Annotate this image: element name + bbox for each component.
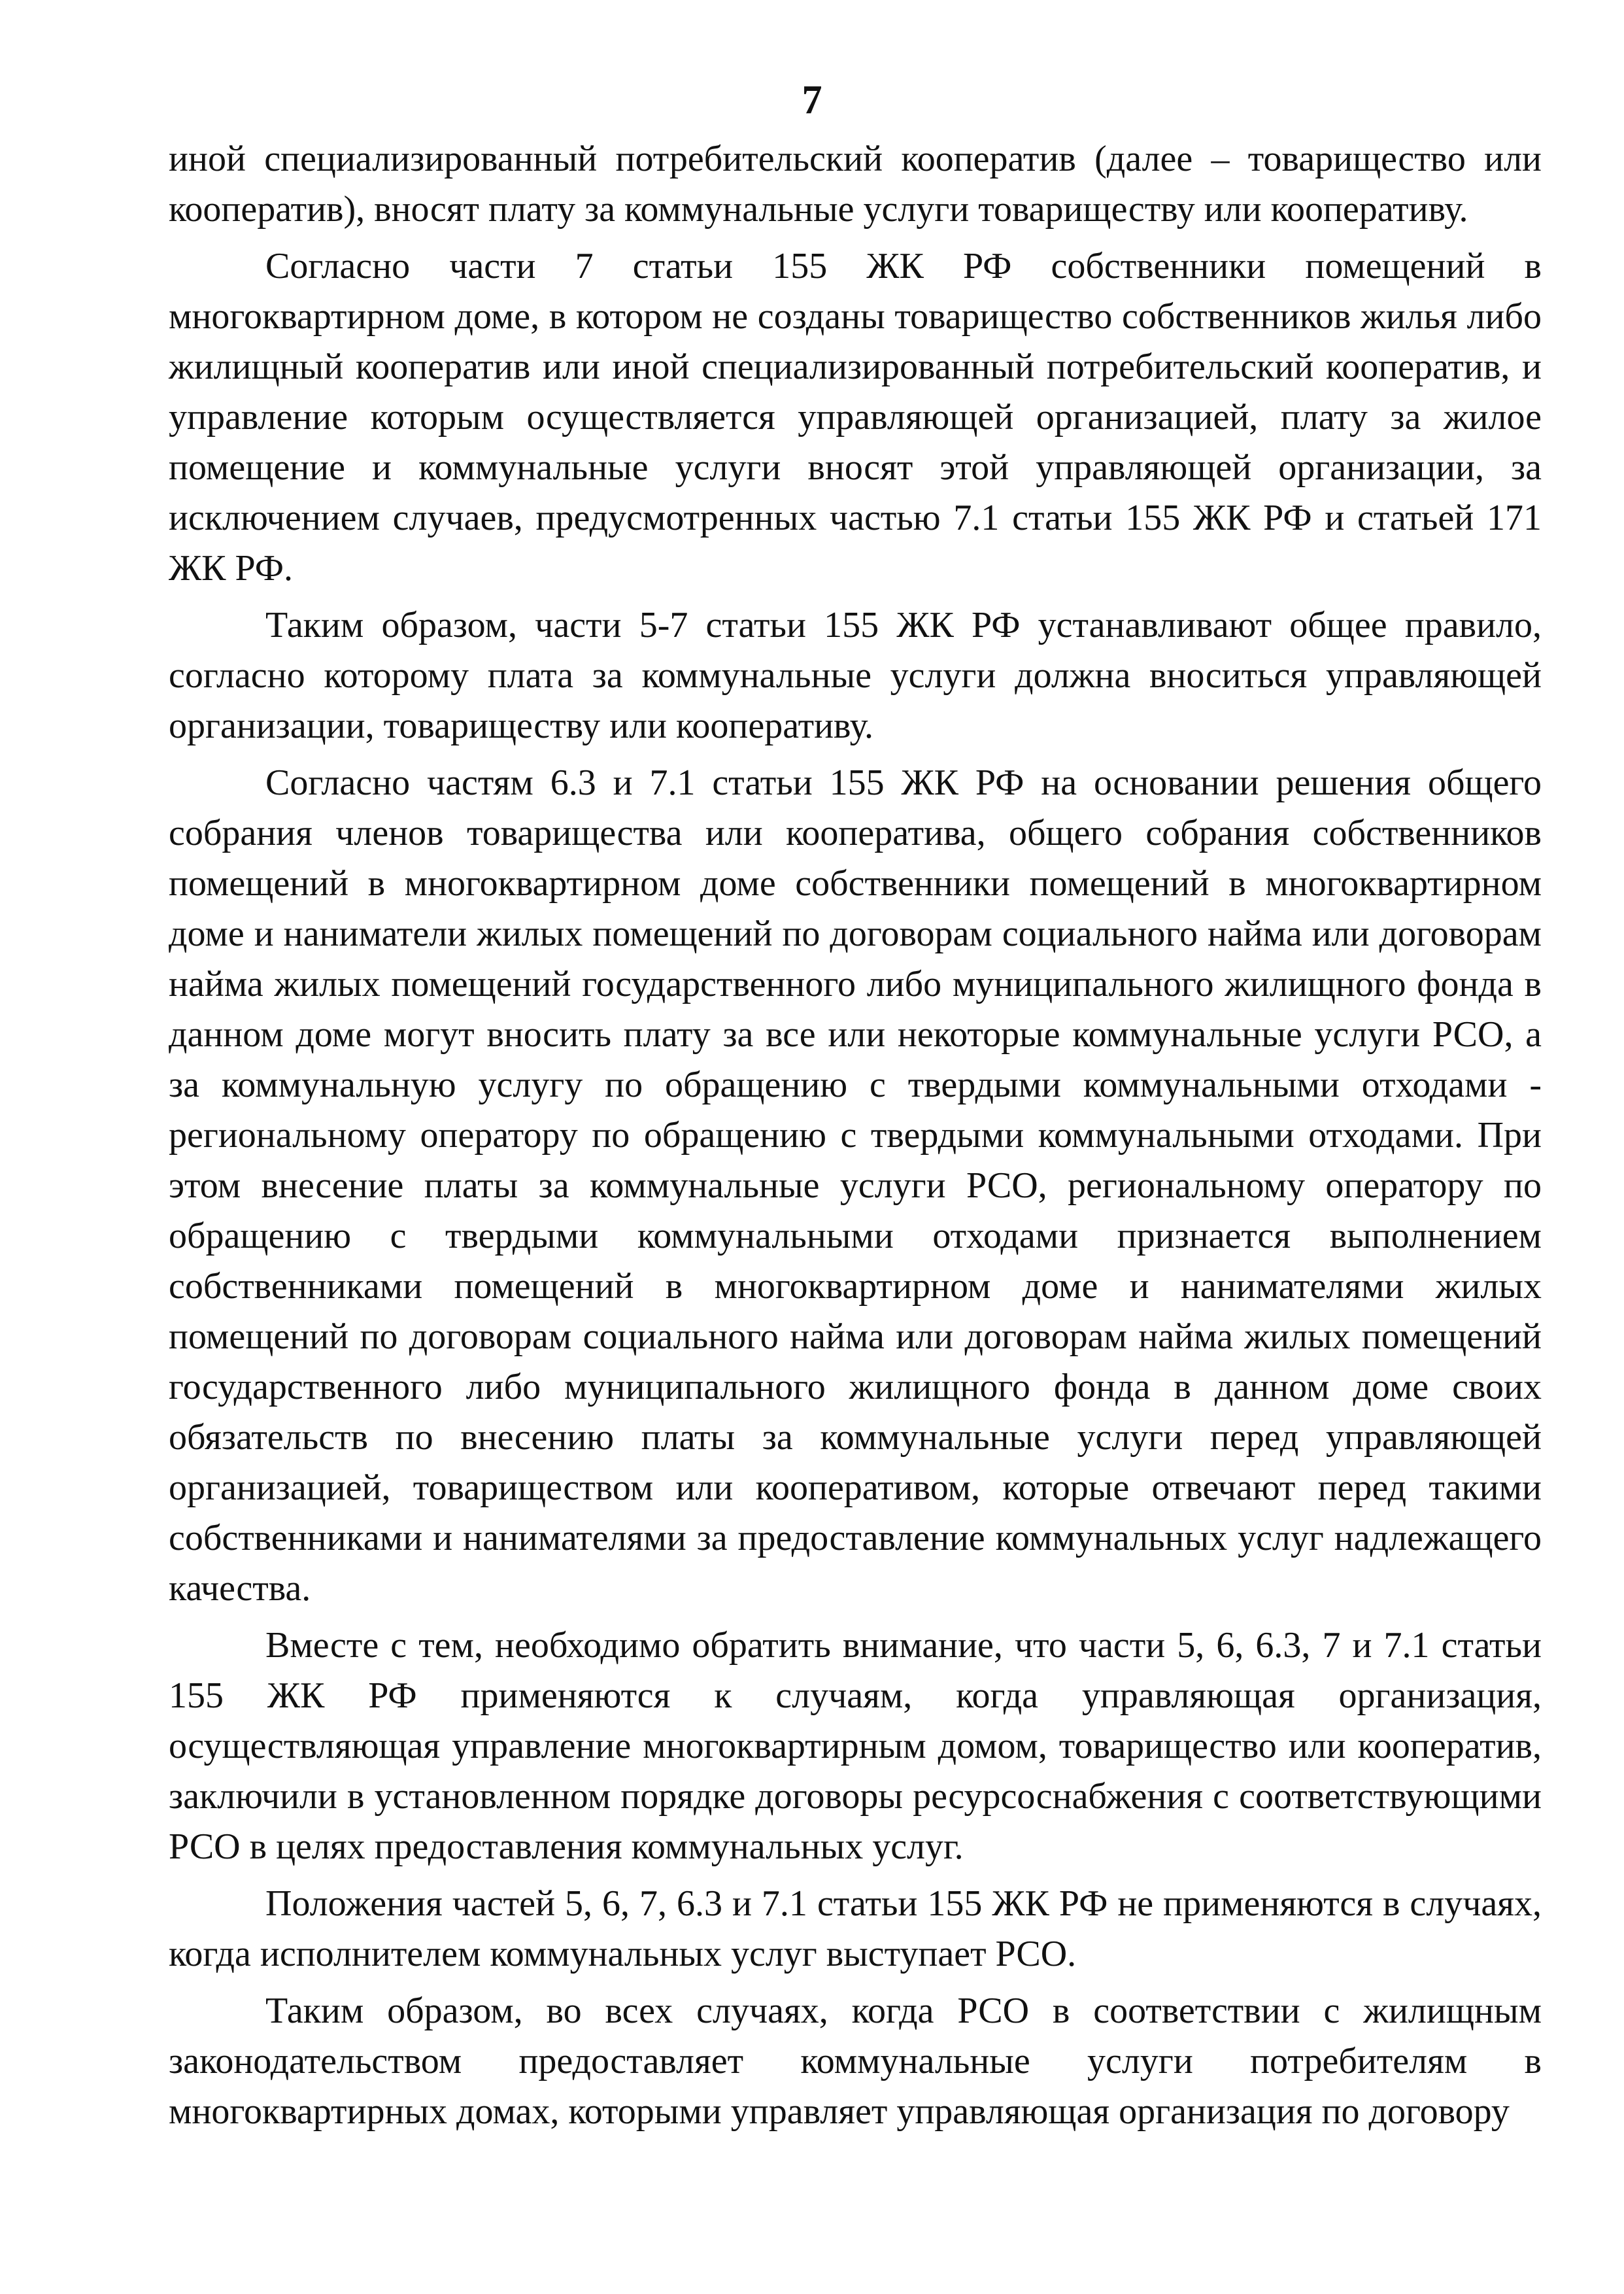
paragraph-4: Согласно частям 6.3 и 7.1 статьи 155 ЖК РФ на основании решения общего собрания членов товарищества или кооператива, общего собрания собственников помещений в многоквартирном доме собственники помещений в многоквартирном доме и наниматели жилых помещений по договорам социального найма или договорам найма жилых помещений государственного либо муниципального жилищного фонда в данном доме могут вносить плату за все или некоторые коммунальные услуги РСО, а за коммунальную услугу по обращению с твердыми коммунальными отходами - региональному оператору по обращению с твердыми коммунальными отходами. При этом внесение платы за коммунальные услуги РСО, региональному оператору по обращению с твердыми коммунальными отходами признается выполнением собственниками помещений в многоквартирном доме и нанимателями жилых помещений по договорам социального найма или договорам найма жилых помещений государственного либо муниципального жилищного фонда в данном доме своих обязательств по внесению платы за коммунальные услуги перед управляющей организацией, товариществом или кооперативом, которые отвечают перед такими собственниками и нанимателями за предоставление коммунальных услуг надлежащего качества. — [169, 762, 1542, 1609]
document-body — [169, 134, 1542, 2144]
paragraph-1: иной специализированный потребительский кооператив (далее – товарищество или кооператив), вносят плату за коммунальные услуги товариществу или кооперативу. — [169, 139, 1542, 230]
paragraph-6: Положения частей 5, 6, 7, 6.3 и 7.1 статьи 155 ЖК РФ не применяются в случаях, когда исполнителем коммунальных услуг выступает РСО. — [169, 1883, 1542, 1974]
page-number: 7 — [802, 78, 822, 122]
paragraph-7: Таким образом, во всех случаях, когда РСО в соответствии с жилищным законодательством предоставляет коммунальные услуги потребителям в многоквартирных домах, которыми управляет управляющая организация по договору — [169, 1991, 1542, 2132]
paragraph-3: Таким образом, части 5-7 статьи 155 ЖК РФ устанавливают общее правило, согласно которому плата за коммунальные услуги должна вноситься управляющей организации, товариществу или кооперативу. — [169, 605, 1542, 746]
paragraph-2: Согласно части 7 статьи 155 ЖК РФ собственники помещений в многоквартирном доме, в котором не созданы товарищество собственников жилья либо жилищный кооператив или иной специализированный потребительский кооператив, и управление которым осуществляется управляющей организацией, плату за жилое помещение и коммунальные услуги вносят этой управляющей организации, за исключением случаев, предусмотренных частью 7.1 статьи 155 ЖК РФ и статьей 171 ЖК РФ. — [169, 246, 1542, 589]
paragraph-5: Вместе с тем, необходимо обратить внимание, что части 5, 6, 6.3, 7 и 7.1 статьи 155 ЖК РФ применяются к случаям, когда управляющая организация, осуществляющая управление многоквартирным домом, товарищество или кооператив, заключили в установленном порядке договоры ресурсоснабжения с соответствующими РСО в целях предоставления коммунальных услуг. — [169, 1625, 1542, 1867]
